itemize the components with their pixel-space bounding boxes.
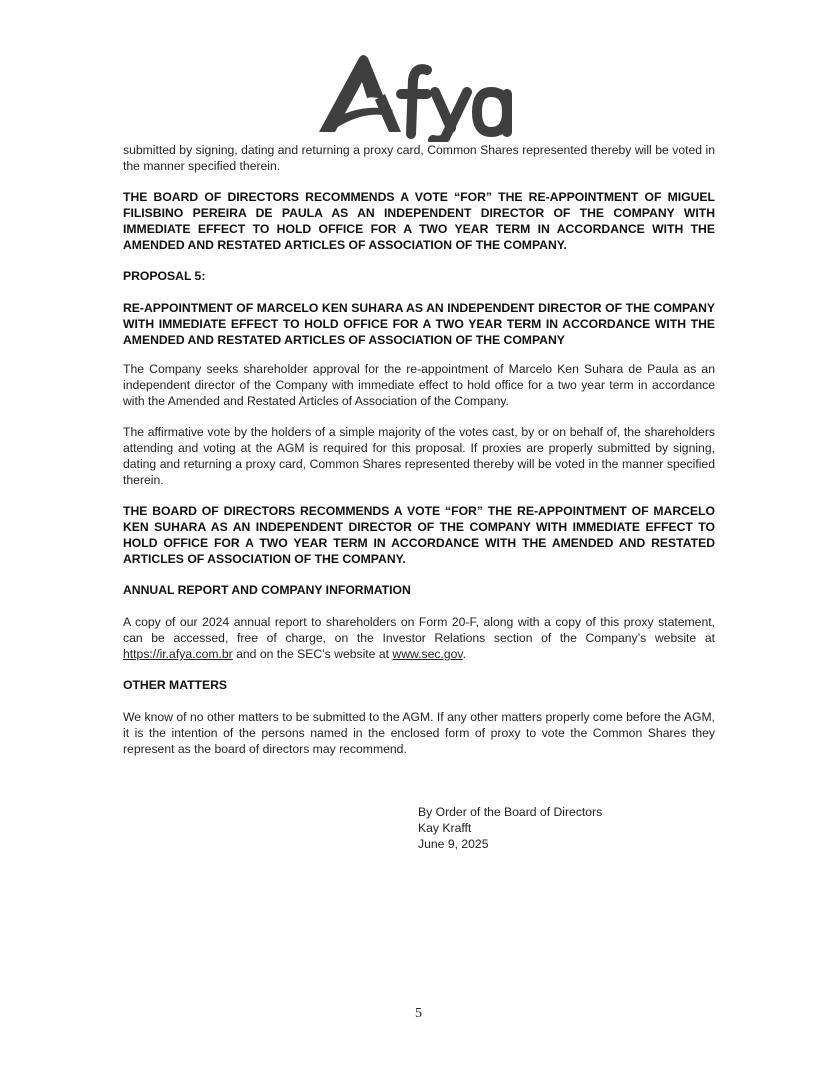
document-body <box>123 142 715 772</box>
proposal-5-description: The Company seeks shareholder approval for the re-appointment of Marcelo Ken Suhara de Paula as an independent director of the Company with immediate effect to hold office for a two year term in accordance with the Amended and Restated Articles of Association of the Company. <box>123 362 715 408</box>
recommendation-miguel: THE BOARD OF DIRECTORS RECOMMENDS A VOTE “FOR” THE RE-APPOINTMENT OF MIGUEL FILISBINO PEREIRA DE PAULA AS AN INDEPENDENT DIRECTOR OF THE COMPANY WITH IMMEDIATE EFFECT TO HOLD OFFICE FOR A TWO YEAR TERM IN ACCORDANCE WITH THE AMENDED AND RESTATED ARTICLES OF ASSOCIATION OF THE COMPANY. <box>123 190 715 252</box>
proposal-5-vote-requirement: The affirmative vote by the holders of a simple majority of the votes cast, by or on behalf of, the shareholders attending and voting at the AGM is required for this proposal. If proxies are properly submitted by signing, dating and returning a proxy card, Common Shares represented thereby will be voted in the manner specified therein. <box>123 425 715 487</box>
signature-line-date: June 9, 2025 <box>418 837 489 851</box>
signature-line-order: By Order of the Board of Directors <box>418 805 603 819</box>
annual-report-paragraph <box>123 614 715 662</box>
annual-report-text-3: . <box>462 647 467 661</box>
afya-logo <box>315 50 525 142</box>
annual-report-heading: ANNUAL REPORT AND COMPANY INFORMATION <box>123 583 411 597</box>
other-matters-paragraph: We know of no other matters to be submitted to the AGM. If any other matters properly come before the AGM, it is the intention of the persons named in the enclosed form of proxy to vote the Common Shares they represent as the board of directors may recommend. <box>123 710 715 756</box>
other-matters-heading: OTHER MATTERS <box>123 678 228 692</box>
annual-report-text-2: and on the SEC’s website at <box>232 647 393 661</box>
signature-line-name: Kay Krafft <box>418 821 472 835</box>
signature-block <box>418 804 602 852</box>
annual-report-text-1: A copy of our 2024 annual report to shareholders on Form 20-F, along with a copy of this proxy statement, can be accessed, free of charge, on the Investor Relations section of the Company’s website at <box>123 615 715 645</box>
proposal-5-title: RE-APPOINTMENT OF MARCELO KEN SUHARA AS AN INDEPENDENT DIRECTOR OF THE COMPANY WITH IMMEDIATE EFFECT TO HOLD OFFICE FOR A TWO YEAR TERM IN ACCORDANCE WITH THE AMENDED AND RESTATED ARTICLES OF ASSOCIATION OF THE COMPANY <box>123 301 715 347</box>
sec-website-link[interactable]: www.sec.gov <box>392 647 463 661</box>
recommendation-marcelo: THE BOARD OF DIRECTORS RECOMMENDS A VOTE “FOR” THE RE-APPOINTMENT OF MARCELO KEN SUHARA AS AN INDEPENDENT DIRECTOR OF THE COMPANY WITH IMMEDIATE EFFECT TO HOLD OFFICE FOR A TWO YEAR TERM IN ACCORDANCE WITH THE AMENDED AND RESTATED ARTICLES OF ASSOCIATION OF THE COMPANY. <box>123 504 715 566</box>
page-number: 5 <box>415 1006 422 1021</box>
proposal-5-heading: PROPOSAL 5: <box>123 269 206 283</box>
afya-ir-link[interactable]: https://ir.afya.com.br <box>123 647 233 661</box>
paragraph-continuation: submitted by signing, dating and returning a proxy card, Common Shares represented thereby will be voted in the manner specified therein. <box>123 143 715 173</box>
